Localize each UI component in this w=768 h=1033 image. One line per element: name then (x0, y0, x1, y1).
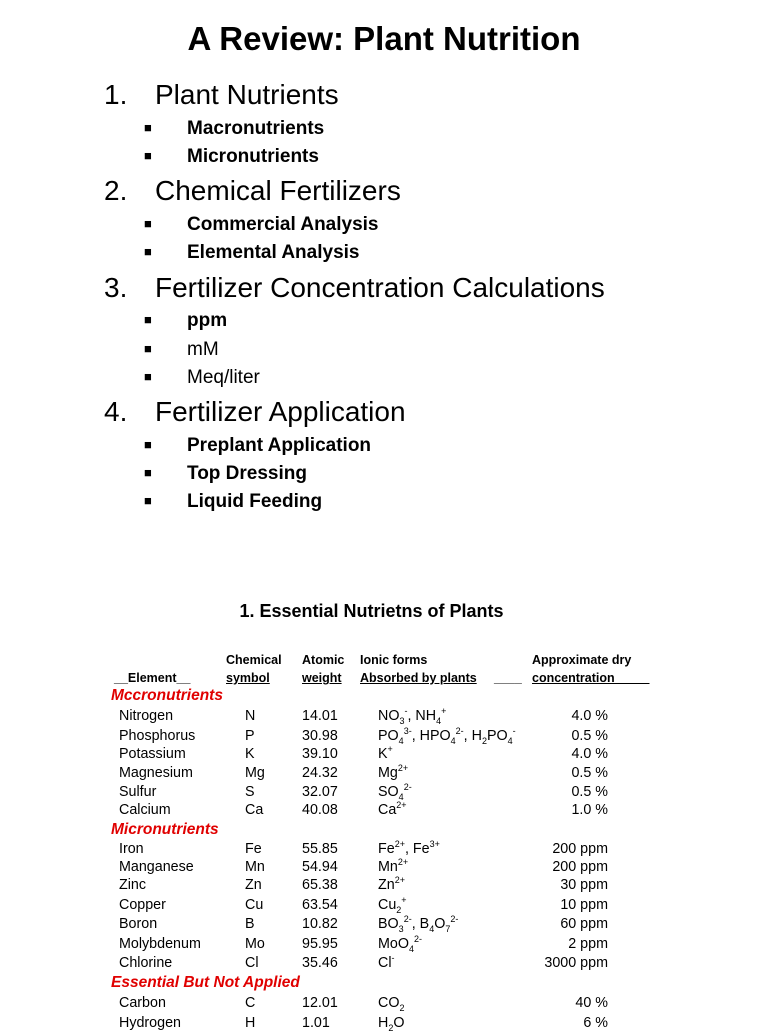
element-cell: Sulfur (119, 784, 157, 800)
ionic-forms-cell: $NO_3^-$, $NH_4^+$ (378, 706, 447, 726)
element-cell: Copper (119, 897, 166, 913)
section-number: 3. (104, 272, 128, 303)
element-cell: Phosphorus (119, 728, 196, 744)
section-title: Fertilizer Concentration Calculations (155, 272, 605, 303)
bullet-item (144, 145, 319, 170)
bullet-text: mM (187, 339, 219, 360)
element-cell: Calcium (119, 802, 171, 818)
group-heading: Mccronutrients (111, 687, 223, 704)
element-cell: Carbon (119, 995, 166, 1011)
bullet-text: Liquid Feeding (187, 491, 323, 512)
symbol-cell: Mo (245, 936, 265, 952)
section-number: 4. (104, 396, 128, 427)
element-cell: Hydrogen (119, 1015, 181, 1031)
atomic-weight-cell: 10.82 (302, 916, 338, 932)
header-element: __Element__ (114, 671, 191, 685)
concentration-cell: 30 ppm (560, 877, 608, 893)
ionic-forms-cell: MoO$_4^{2-}$ (378, 934, 423, 954)
symbol-cell: Zn (245, 877, 262, 893)
concentration-cell: 40 % (575, 995, 608, 1011)
ionic-forms-cell: $Cu_2^+$ (378, 895, 407, 915)
ionic-forms-cell: Cl- (378, 953, 395, 971)
table-row (0, 783, 768, 802)
ionic-forms-cell: $PO_4^{3-}$, $HPO_4^{2-}$, $H_2PO_4^-$ (378, 726, 516, 746)
ionic-forms-cell: $Mn^{2+}$ (378, 857, 409, 875)
header-symbol: symbol (226, 671, 270, 685)
concentration-cell: 1.0 % (571, 802, 608, 818)
element-cell: Potassium (119, 746, 186, 762)
group-heading: Micronutrients (111, 821, 219, 838)
bullet-item (144, 309, 227, 334)
concentration-cell: 10 ppm (560, 897, 608, 913)
element-cell: Chlorine (119, 955, 173, 971)
section-heading (104, 271, 605, 305)
table-row (0, 707, 768, 726)
concentration-cell: 0.5 % (571, 765, 608, 781)
section-heading (104, 78, 339, 112)
concentration-cell: 2 ppm (568, 936, 608, 952)
atomic-weight-cell: 24.32 (302, 765, 338, 781)
bullet-item (144, 366, 260, 391)
header-concentration: concentration_____ (532, 671, 650, 685)
table-row (0, 858, 768, 877)
element-cell: Nitrogen (119, 708, 174, 724)
bullet-icon: ■ (144, 493, 152, 508)
section-title: Chemical Fertilizers (155, 175, 401, 206)
bullet-item (144, 490, 322, 515)
atomic-weight-cell: 40.08 (302, 802, 338, 818)
bullet-text: Micronutrients (187, 146, 319, 167)
bullet-item (144, 462, 307, 487)
ionic-forms-cell: $Fe^{2+}$, $Fe^{3+}$ (378, 839, 440, 857)
bullet-text: Commercial Analysis (187, 214, 379, 235)
element-cell: Magnesium (119, 765, 193, 781)
concentration-cell: 0.5 % (571, 784, 608, 800)
atomic-weight-cell: 12.01 (302, 995, 338, 1011)
atomic-weight-cell: 65.38 (302, 877, 338, 893)
symbol-cell: C (245, 995, 256, 1011)
symbol-cell: H (245, 1015, 256, 1031)
bullet-text: Elemental Analysis (187, 242, 360, 263)
element-cell: Manganese (119, 859, 194, 875)
table-row (0, 840, 768, 859)
group-heading: Essential But Not Applied (111, 974, 300, 991)
ionic-forms-cell: $Mg^{2+}$ (378, 763, 409, 781)
atomic-weight-cell: 32.07 (302, 784, 338, 800)
header-ionic: Ionic forms (360, 653, 428, 667)
section-title: Fertilizer Application (155, 396, 406, 427)
symbol-cell: P (245, 728, 255, 744)
bullet-icon: ■ (144, 312, 152, 327)
symbol-cell: N (245, 708, 256, 724)
header-atomic: Atomic (302, 653, 345, 667)
bullet-item (144, 338, 219, 363)
symbol-cell: Cl (245, 955, 259, 971)
table-row (0, 801, 768, 820)
concentration-cell: 200 ppm (552, 841, 608, 857)
bullet-icon: ■ (144, 120, 152, 135)
atomic-weight-cell: 1.01 (302, 1015, 330, 1031)
element-cell: Boron (119, 916, 158, 932)
header-weight: weight (302, 671, 342, 685)
symbol-cell: Mg (245, 765, 265, 781)
bullet-item (144, 241, 359, 266)
symbol-cell: Fe (245, 841, 262, 857)
table-row (0, 915, 768, 934)
concentration-cell: 0.5 % (571, 728, 608, 744)
atomic-weight-cell: 14.01 (302, 708, 338, 724)
bullet-icon: ■ (144, 216, 152, 231)
bullet-item (144, 213, 379, 238)
concentration-cell: 200 ppm (552, 859, 608, 875)
table-row (0, 727, 768, 746)
concentration-cell: 4.0 % (571, 746, 608, 762)
element-cell: Iron (119, 841, 144, 857)
table-row (0, 935, 768, 954)
bullet-item (144, 434, 371, 459)
table-row (0, 764, 768, 783)
symbol-cell: Ca (245, 802, 264, 818)
table-row (0, 745, 768, 764)
bullet-text: Meq/liter (187, 367, 260, 388)
symbol-cell: S (245, 784, 255, 800)
bullet-icon: ■ (144, 465, 152, 480)
ionic-forms-cell: $Ca^{2+}$ (378, 800, 407, 818)
symbol-cell: B (245, 916, 255, 932)
atomic-weight-cell: 63.54 (302, 897, 338, 913)
table-row (0, 896, 768, 915)
table-row (0, 954, 768, 973)
symbol-cell: K (245, 746, 255, 762)
bullet-text: Top Dressing (187, 463, 307, 484)
symbol-cell: Mn (245, 859, 265, 875)
bullet-icon: ■ (144, 244, 152, 259)
bullet-text: ppm (187, 310, 228, 331)
bullet-icon: ■ (144, 437, 152, 452)
atomic-weight-cell: 35.46 (302, 955, 338, 971)
section-heading (104, 174, 401, 208)
symbol-cell: Cu (245, 897, 264, 913)
element-cell: Molybdenum (119, 936, 201, 952)
header-absorbed-tail: ____ (494, 671, 522, 685)
section-heading (104, 395, 406, 429)
ionic-forms-cell: K+ (378, 744, 393, 762)
header-approx: Approximate dry (532, 653, 632, 667)
bullet-item (144, 117, 324, 142)
bullet-icon: ■ (144, 369, 152, 384)
atomic-weight-cell: 39.10 (302, 746, 338, 762)
atomic-weight-cell: 54.94 (302, 859, 338, 875)
concentration-cell: 4.0 % (571, 708, 608, 724)
table-row (0, 994, 768, 1013)
bullet-icon: ■ (144, 148, 152, 163)
concentration-cell: 60 ppm (560, 916, 608, 932)
section-title: Plant Nutrients (155, 79, 339, 110)
table-row (0, 876, 768, 895)
ionic-forms-cell: $Zn^{2+}$ (378, 875, 405, 893)
table-title: 1. Essential Nutrietns of Plants (239, 601, 504, 621)
ionic-forms-cell: $CO_2$ (378, 995, 405, 1013)
page-title: A Review: Plant Nutrition (187, 20, 581, 57)
ionic-forms-cell: $SO_4^{2-}$ (378, 782, 412, 802)
header-chemical: Chemical (226, 653, 282, 667)
concentration-cell: 3000 ppm (544, 955, 608, 971)
section-number: 2. (104, 175, 128, 206)
bullet-icon: ■ (144, 341, 152, 356)
element-cell: Zinc (119, 877, 147, 893)
atomic-weight-cell: 95.95 (302, 936, 338, 952)
ionic-forms-cell: $H_2O$ (378, 1015, 405, 1033)
bullet-text: Macronutrients (187, 118, 325, 139)
ionic-forms-cell: $BO_3^{2-}$, $B_4O_7^{2-}$ (378, 914, 459, 934)
section-number: 1. (104, 79, 128, 110)
header-absorbed: Absorbed by plants (360, 671, 477, 685)
concentration-cell: 6 % (583, 1015, 608, 1031)
bullet-text: Preplant Application (187, 435, 372, 456)
atomic-weight-cell: 55.85 (302, 841, 338, 857)
atomic-weight-cell: 30.98 (302, 728, 338, 744)
